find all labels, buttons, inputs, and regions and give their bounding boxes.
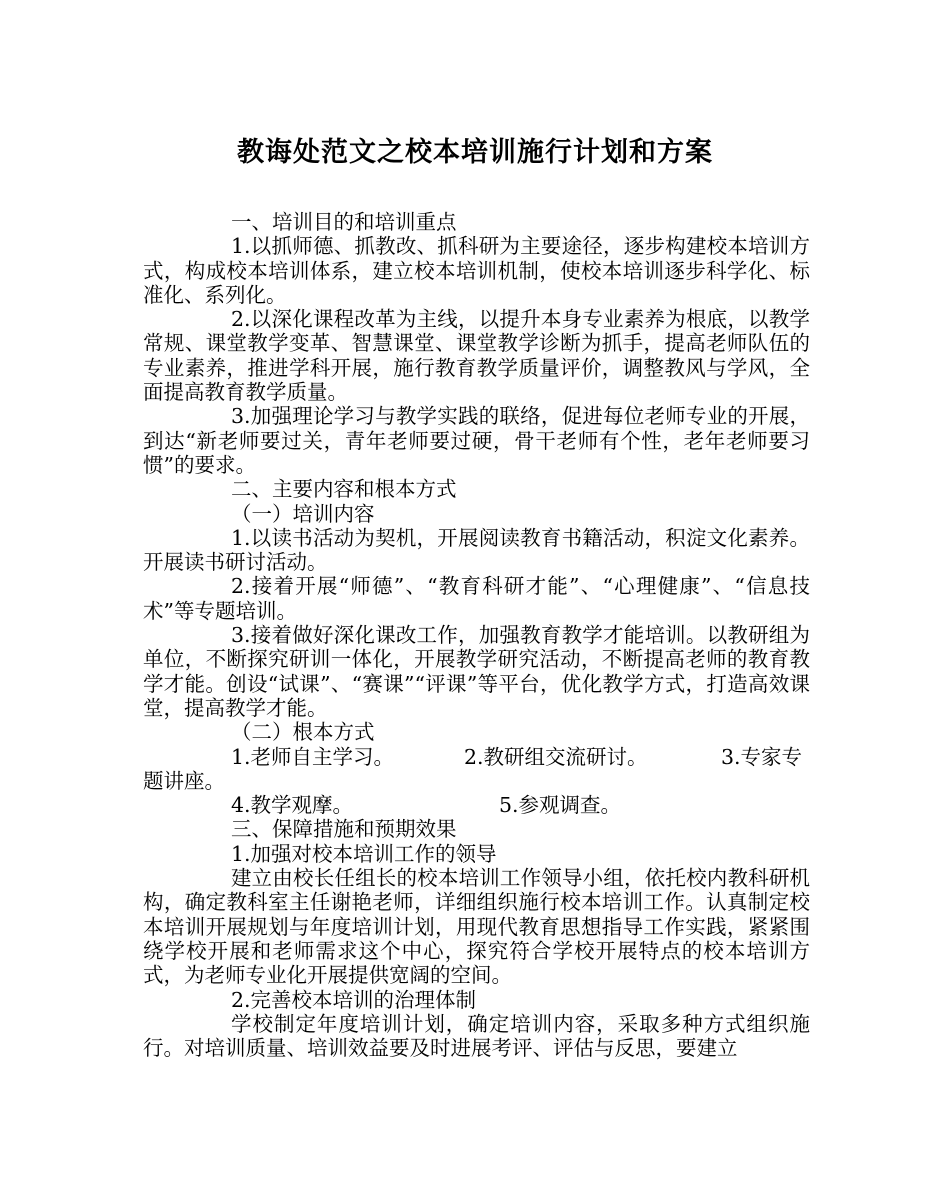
paragraph-3-2: 学校制定年度培训计划，确定培训内容，采取多种方式组织施行。对培训质量、培训效益要及时进展考评、评估与反思，要建立 xyxy=(143,1011,810,1061)
paragraph-3-1: 建立由校长任组长的校本培训工作领导小组，依托校内教科研机构，确定教科室主任谢艳老师，详细组织施行校本培训工作。认真制定校本培训开展规划与年度培训计划，用现代教育思想指导工作实践，紧紧围绕学校开展和老师需求这个中心，探究符合学校开展特点的校本培训方式，为老师专业化开展提供宽阔的空间。 xyxy=(143,866,810,988)
section-heading-2: 二、主要内容和根本方式 xyxy=(231,477,457,502)
section-heading-1: 一、培训目的和培训重点 xyxy=(231,210,457,234)
method-3-continuation: 题讲座。 xyxy=(143,768,225,793)
methods-row-2 xyxy=(143,793,810,817)
paragraph-2-a-1: 1.以读书活动为契机，开展阅读教育书籍活动，积淀文化素养。开展读书研讨活动。 xyxy=(143,525,810,575)
document-title: 教诲处范文之校本培训施行计划和方案 xyxy=(237,137,713,168)
method-3: 3.专家专 xyxy=(721,744,803,769)
subheading-3-2: 2.完善校本培训的治理体制 xyxy=(231,987,477,1012)
paragraph-1-2: 2.以深化课程改革为主线，以提升本身专业素养为根底，以教学常规、课堂教学变革、智慧课堂、课堂教学诊断为抓手，提高老师队伍的专业素养，推进学科开展，施行教育教学质量评价，调整教风与学风，全面提高教育教学质量。 xyxy=(143,307,810,405)
method-1: 1.老师自主学习。 xyxy=(231,744,395,769)
paragraph-2-a-3: 3.接着做好深化课改工作，加强教育教学才能培训。以教研组为单位，不断探究研训一体化，开展教学研究活动，不断提高老师的教育教学才能。创设“试课”、“赛课”“评课”等平台，优化教学方式，打造高效课堂，提高教学才能。 xyxy=(143,623,810,720)
methods-row-1 xyxy=(143,745,810,769)
method-4: 4.教学观摩。 xyxy=(231,793,354,818)
document-body xyxy=(143,210,810,1060)
subsection-heading-basic-methods: （二）根本方式 xyxy=(231,720,375,745)
subsection-heading-training-content: （一）培训内容 xyxy=(231,501,375,526)
paragraph-1-1: 1.以抓师德、抓教改、抓科研为主要途径，逐步构建校本培训方式，构成校本培训体系，建立校本培训机制，使校本培训逐步科学化、标准化、系列化。 xyxy=(143,234,810,307)
subheading-3-1: 1.加强对校本培训工作的领导 xyxy=(231,841,497,866)
paragraph-1-3: 3.加强理论学习与教学实践的联络，促进每位老师专业的开展，到达“新老师要过关，青年老师要过硬，骨干老师有个性，老年老师要习惯”的要求。 xyxy=(143,404,810,477)
method-2: 2.教研组交流研讨。 xyxy=(464,744,648,769)
paragraph-2-a-2: 2.接着开展“师德”、“教育科研才能”、“心理健康”、“信息技术”等专题培训。 xyxy=(143,574,810,623)
section-heading-3: 三、保障措施和预期效果 xyxy=(231,817,457,842)
method-5: 5.参观调查。 xyxy=(499,793,622,818)
